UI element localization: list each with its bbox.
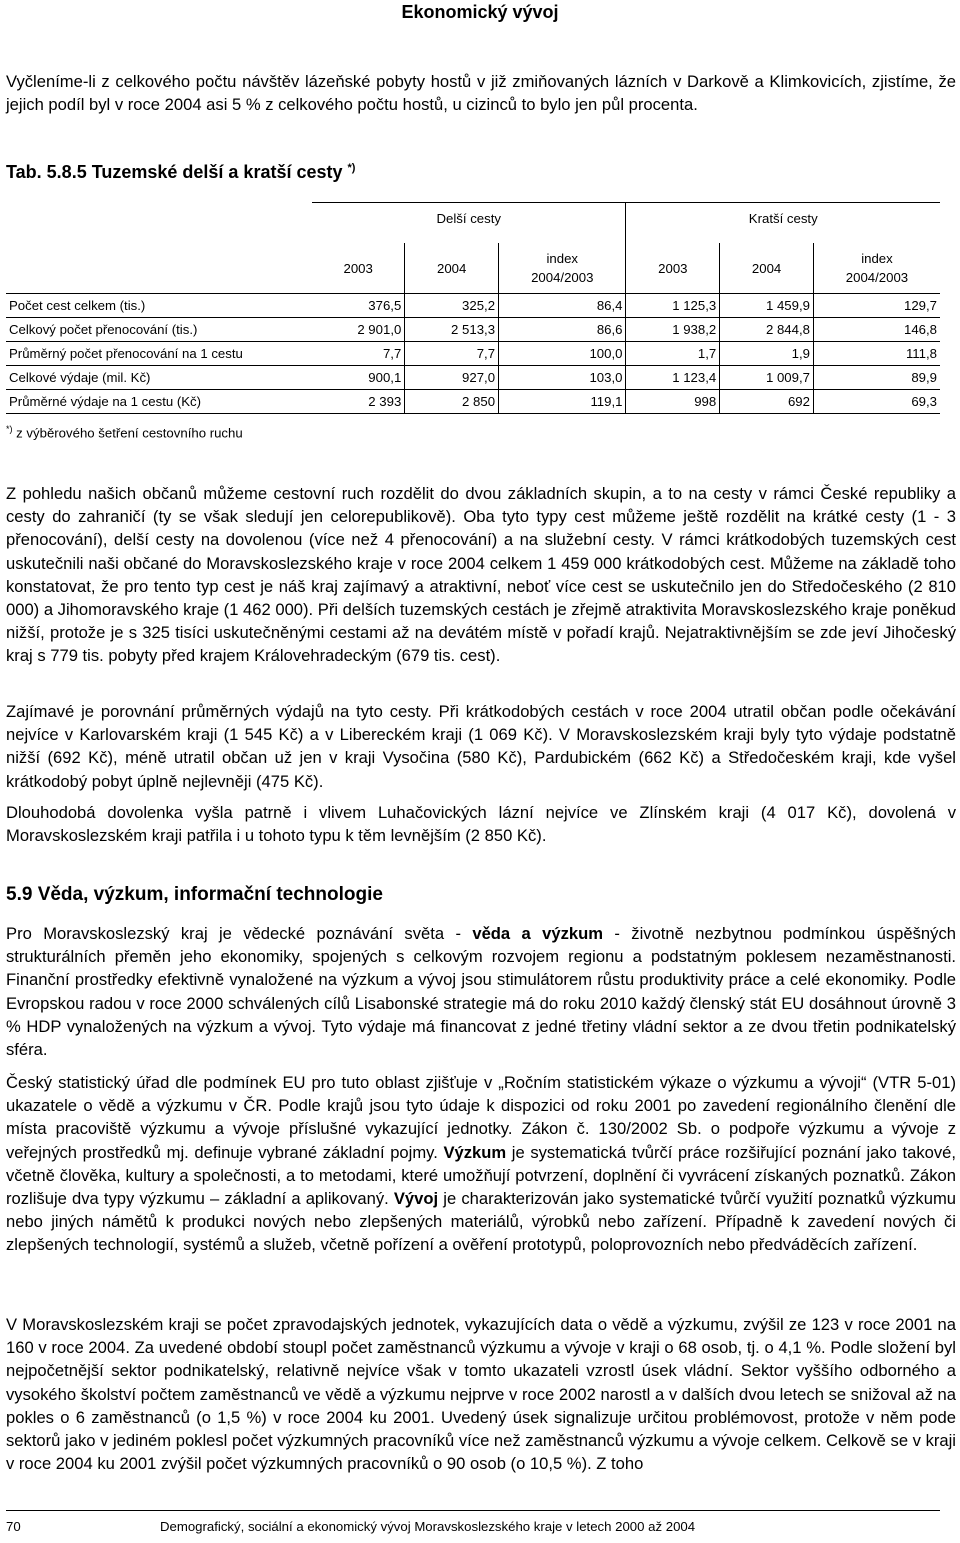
- table-group-header-row: [6, 203, 940, 244]
- table-cell: 376,5: [312, 294, 405, 318]
- table-cell: 146,8: [813, 318, 940, 342]
- table-cell: 692: [720, 390, 814, 414]
- table-cell: 2 850: [405, 390, 499, 414]
- intro-paragraph: Vyčleníme-li z celkového počtu návštěv lázeňské pobyty hostů v již zmiňovaných lázních v Darkově a Klimkovicích, zjistíme, že jejich podíl byl v roce 2004 asi 5 % z celkového počtu hostů, u cizinců to bylo jen půl procenta.: [6, 72, 956, 115]
- table-cell: 119,1: [499, 390, 626, 414]
- table-cell: 86,6: [499, 318, 626, 342]
- group-header-kratsi: Kratší cesty: [626, 203, 940, 244]
- subheader-index-delsi: index 2004/2003: [499, 243, 626, 294]
- table-cell: 2 393: [312, 390, 405, 414]
- table-subheader-row: [6, 243, 940, 294]
- paragraph-cestovni-ruch: Z pohledu našich občanů můžeme cestovní ruch rozdělit do dvou základních skupin, a to na cesty v rámci České republiky a cesty do zahraničí (ty se však sledují jen celorepublikově). Oba tyto typy cest můžeme ještě rozdělit na krátké cesty (1 - 3 přenocování), delší cesty na dovolenou (více než 4 přenocování) a na služební cesty. V rámci krátkodobých tuzemských cest uskutečnili naši občané do Moravskoslezského kraje v roce 2004 celkem 1 459 000 krátkodobých cest. Můžeme na základě toho konstatovat, že pro tento typ cest je náš kraj zajímavý a atraktivní, neboť více cest se uskutečnilo jen do Středočeského (2 810 000) a Jihomoravského kraje (1 462 000). Při delších tuzemských cestách je zřejmě atraktivita Moravskoslezského kraje poněkud nižší, protože je s 325 tisíci uskutečněnými cestami až na devátém místě v pořadí krajů. Nejatraktivnějším se zde jeví Jihočeský kraj s 779 tis. pobyty před krajem Královehradeckým (679 tis. cest).: [6, 484, 956, 666]
- subheader-index-kratsi: index 2004/2003: [845, 251, 909, 285]
- bold-term-vyzkum: Výzkum: [443, 1142, 507, 1162]
- table-cell: 1,7: [626, 342, 720, 366]
- table-caption-mark: *): [347, 162, 356, 174]
- row-label: Celkové výdaje (mil. Kč): [6, 366, 312, 390]
- table-cell: 998: [626, 390, 720, 414]
- table-row: [6, 318, 940, 342]
- table-cell: 2 901,0: [312, 318, 405, 342]
- subheader-2004-delsi: 2004: [405, 243, 499, 294]
- bold-term-veda-a-vyzkum: věda a výzkum: [472, 924, 604, 943]
- row-label: Počet cest celkem (tis.): [6, 294, 312, 318]
- table-cell: 86,4: [499, 294, 626, 318]
- table-cell: 325,2: [405, 294, 499, 318]
- table-cell: 2 513,3: [405, 318, 499, 342]
- footnote-mark: *): [6, 424, 13, 434]
- table-cell: 7,7: [405, 342, 499, 366]
- subheader-2004-kratsi: 2004: [720, 243, 814, 294]
- section-heading: 5.9 Věda, výzkum, informační technologie: [6, 884, 383, 905]
- paragraph-veda-vyzkum: Pro Moravskoslezský kraj je vědecké poznávání světa - věda a výzkum - životně nezbytnou podmínkou úspěšných strukturálních přeměn jeho ekonomiky, spojených s celkovým rozvojem regionu a podstatným poklesem nezaměstnanosti. Finanční prostředky efektivně vynaložené na výzkum a vývoj jsou stimulátorem růstu produktivity práce a celé ekonomiky. Podle Evropskou radou v roce 2000 schválených cílů Lisabonské strategie má do roku 2010 každý členský stát EU dosáhnout úrovně 3 % HDP vynaložených na výzkum a vývoj. Tyto výdaje má financovat z jedné třetiny vládní sektor a ze dvou třetin podnikatelský sféra.: [6, 924, 956, 1060]
- table-cell: 7,7: [312, 342, 405, 366]
- table-footnote: [6, 424, 243, 440]
- table-caption: [6, 162, 355, 183]
- travel-statistics-table: [6, 202, 940, 414]
- row-label: Průměrný počet přenocování na 1 cestu: [6, 342, 312, 366]
- footer-page-number: 70: [6, 1519, 21, 1534]
- footer-divider: [6, 1510, 940, 1511]
- table-cell: 900,1: [312, 366, 405, 390]
- table-cell: 129,7: [813, 294, 940, 318]
- table-cell: 89,9: [813, 366, 940, 390]
- footnote-text: z výběrového šetření cestovního ruchu: [16, 425, 243, 441]
- paragraph-dovolena: Dlouhodobá dovolenka vyšla patrně i vlivem Luhačovických lázní nejvíce ve Zlínském kraji (4 017 Kč), dovolená v Moravskoslezském kraji patřila i u tohoto typu k těm levnějším (2 850 Kč).: [6, 803, 956, 846]
- table-cell: 1,9: [720, 342, 814, 366]
- paragraph-vydaje: Zajímavé je porovnání průměrných výdajů na tyto cesty. Při krátkodobých cestách v roce 2004 utratil občan podle očekávání nejvíce v Karlovarském kraji (1 545 Kč) a v Libereckém kraji (1 069 Kč). V Moravskoslezském kraji byly tyto výdaje podstatně nižší (692 Kč), méně utratil občan už jen v kraji Vysočina (580 Kč), Pardubickém (662 Kč) a Středočeském kraji, kde vyšel krátkodobý pobyt úplně nejlevněji (475 Kč).: [6, 702, 956, 791]
- paragraph-statisticky-urad: Český statistický úřad dle podmínek EU pro tuto oblast zjišťuje v „Ročním statistickém výkaze o výzkumu a vývoji“ (VTR 5-01) ukazatele o vědě a výzkumu v ČR. Podle krajů jsou tyto údaje k dispozici od roku 2001 po zavedení regionálního členění dle místa pracoviště výzkumu a vývoje příslušné vykazující jednotky. Zákon č. 130/2002 Sb. o podpoře výzkumu a vývoje z veřejných prostředků mj. definuje vybrané základní pojmy. Výzkum je systematická tvůrčí práce rozšiřující poznání jako takové, včetně člověka, kultury a společnosti, a to metodami, které umožňují potvrzení, doplnění či vyvrácení získaných poznatků. Zákon rozlišuje dva typy výzkumu – základní a aplikovaný. Vývoj je charakterizován jako systematické tvůrčí využití poznatků výzkumu nebo jiných námětů k produkci nových nebo zlepšených materiálů, výrobků nebo zařízení. Případně k zavedení nových či zlepšených technologií, systémů a služeb, včetně pořízení a ověření prototypů, poloprovozních nebo předváděcích zařízení.: [6, 1073, 956, 1255]
- table-cell: 103,0: [499, 366, 626, 390]
- paragraph-zpravodajske-jednotky: V Moravskoslezském kraji se počet zpravodajských jednotek, vykazujících data o vědě a výzkumu, zvýšil ze 123 v roce 2001 na 160 v roce 2004. Za uvedené období stoupl počet zaměstnanců výzkumu a vývoje v kraji o 68 osob, tj. o 4,1 %. Podle složení byl nejpočetnější sektor podnikatelský, relativně nejvíce však v tomto ukazateli vzrostl úsek vládní. Sektor vyššího odborného a vysokého školství počtem zaměstnanců ve vědě a výzkumu nejprve v roce 2002 narostl a v dalších dvou letech se snižoval až na pokles o 6 zaměstnanců (o 1,5 %) v roce 2004 ku 2001. Uvedený úsek signalizuje určitou problémovost, protože v něm pode sektorů jako v jediném poklesl počet výzkumných pracovníků více než zaměstnanců výzkumu a vývoje celkem. Celkově se v kraji v roce 2004 ku 2001 zvýšil počet výzkumných pracovníků o 90 osob (o 10,5 %). Z toho: [6, 1315, 956, 1474]
- table-cell: 69,3: [813, 390, 940, 414]
- table-cell: 2 844,8: [720, 318, 814, 342]
- page-header-title: Ekonomický vývoj: [401, 2, 559, 22]
- group-header-delsi: Delší cesty: [312, 203, 626, 244]
- table-cell: 1 459,9: [720, 294, 814, 318]
- table-caption-text: Tab. 5.8.5 Tuzemské delší a kratší cesty: [6, 162, 343, 182]
- table-cell: 100,0: [499, 342, 626, 366]
- table-cell: 1 123,4: [626, 366, 720, 390]
- footer-publication-title: Demografický, sociální a ekonomický vývoj Moravskoslezského kraje v letech 2000 až 2004: [160, 1519, 696, 1534]
- table-cell: 1 009,7: [720, 366, 814, 390]
- table-cell: 1 125,3: [626, 294, 720, 318]
- table-row: [6, 294, 940, 318]
- row-label: Průměrné výdaje na 1 cestu (Kč): [6, 390, 312, 414]
- subheader-2003-kratsi: 2003: [626, 243, 720, 294]
- table-cell: 927,0: [405, 366, 499, 390]
- row-label: Celkový počet přenocování (tis.): [6, 318, 312, 342]
- table-cell: 1 938,2: [626, 318, 720, 342]
- bold-term-vyvoj: Vývoj: [393, 1189, 439, 1209]
- table-row: [6, 366, 940, 390]
- table-cell: 111,8: [813, 342, 940, 366]
- table-row: [6, 390, 940, 414]
- table-row: [6, 342, 940, 366]
- subheader-2003-delsi: 2003: [312, 243, 405, 294]
